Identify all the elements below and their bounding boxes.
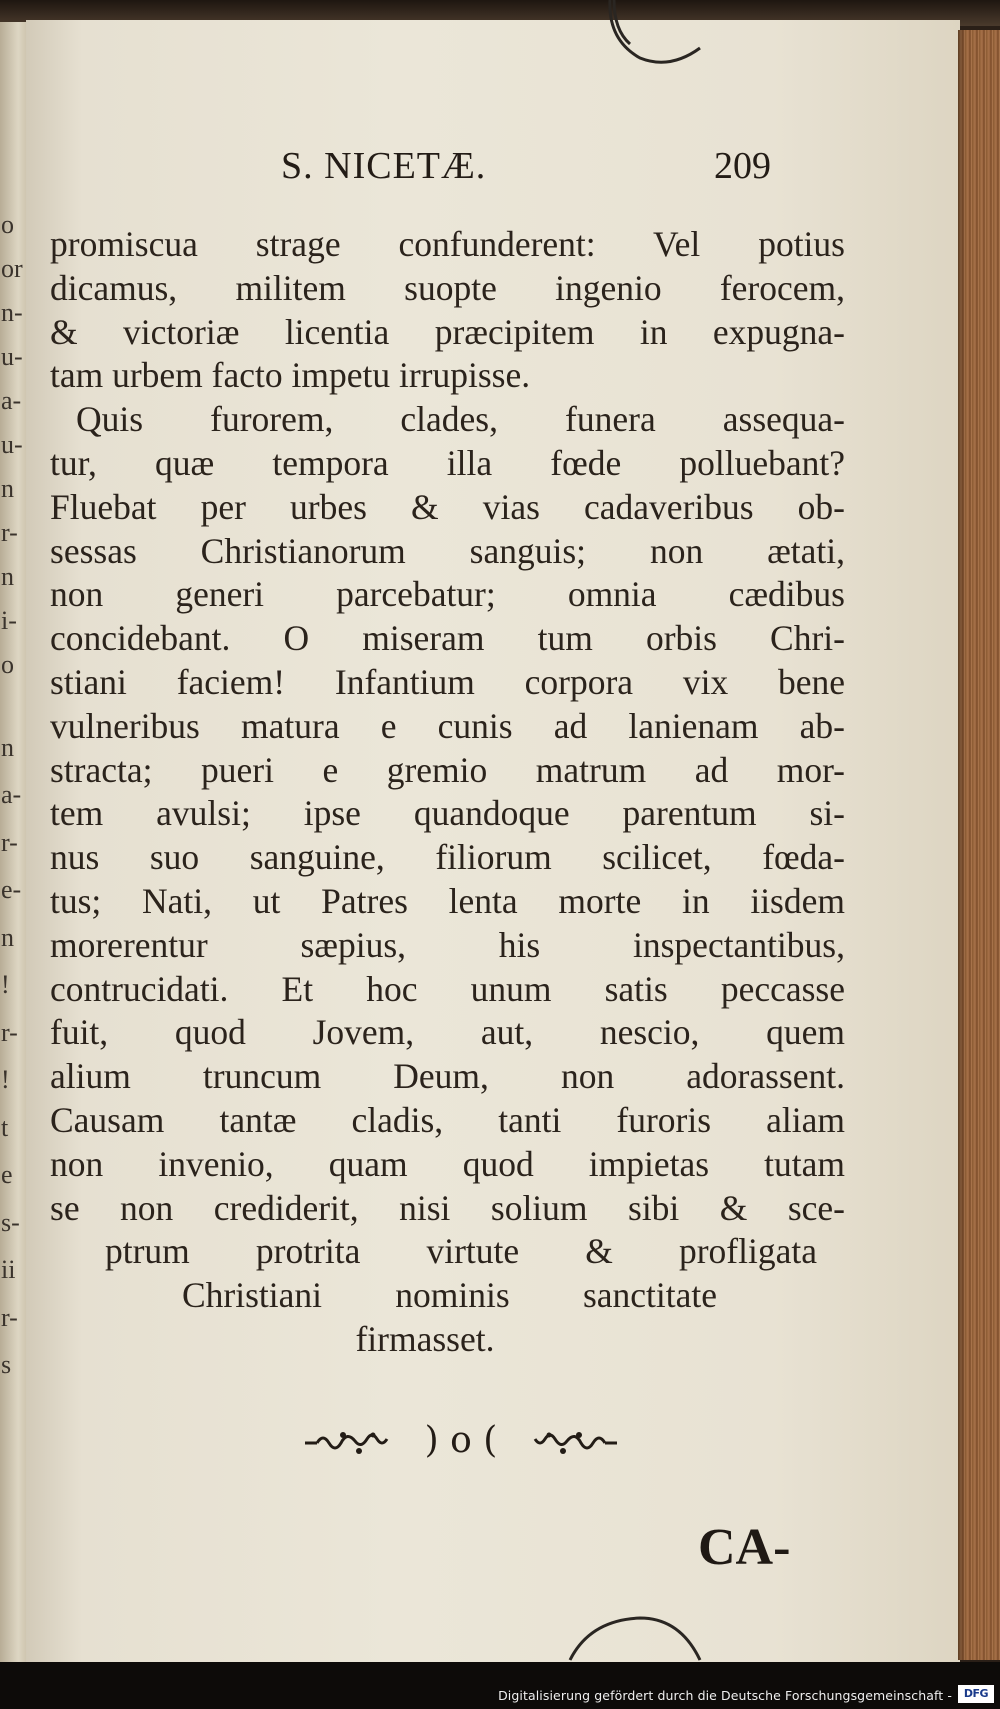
left-page-fragment: n [1,562,14,591]
left-page-fragment: i- [1,606,17,635]
body-text [50,223,845,1362]
left-page-fragment: s [1,1350,12,1380]
text-line: promiscua strage confunderent: Vel potius [50,224,845,264]
text-line: fuit, quod Jovem, aut, nescio, quem [50,1012,845,1053]
page-number: 209 [714,145,771,187]
left-page-fragment: a- [1,780,22,810]
text-line: alium truncum Deum, non adorassent. [50,1056,845,1097]
left-page-fragment: s- [1,1207,20,1237]
funding-credit: Digitalisierung gefördert durch die Deutsche Forschungsgemeinschaft - [498,1688,952,1703]
left-page-fragment: u- [1,342,23,371]
text-line: Christiani nominis sanctitate [182,1275,717,1316]
left-page-fragment: t [1,1112,9,1142]
left-page-fragment: ! [1,1065,10,1095]
left-page-fragment: o [1,210,14,239]
text-line: dicamus, militem suopte ingenio ferocem, [50,267,845,308]
top-ribbon-icon [600,0,720,70]
text-line: non generi parcebatur; omnia cædibus [50,574,845,615]
text-line: tem avulsi; ipse quandoque parentum si- [50,793,845,834]
text-line: morerentur sæpius, his inspectantibus, [50,924,845,965]
ornament-flourish-right-icon [529,1425,619,1459]
left-page-fragment: n [1,922,14,952]
text-line: concidebant. O miseram tum orbis Chri- [50,618,845,659]
running-head [26,144,960,204]
left-page-fragment: n- [1,298,23,327]
bottom-ribbon-icon [560,1610,710,1670]
left-page-fragment: e [1,1160,13,1190]
text-line: contrucidati. Et hoc unum satis peccasse [50,968,845,1009]
left-page-fragment: r- [1,1017,18,1047]
text-line: sessas Christianorum sanguis; non ætati, [50,530,845,571]
text-line: tur, quæ tempora illa fœde polluebant? [50,442,845,483]
left-page-fragment: r- [1,1302,18,1332]
text-line: stracta; pueri e gremio matrum ad mor- [50,749,845,790]
left-page-fragment: or [1,254,23,283]
text-line: tam urbem facto impetu irrupisse. [50,355,531,396]
text-line: & victoriæ licentia præcipitem in expugna- [50,311,845,352]
left-page-fragment: e- [1,875,22,905]
left-page-fragment: u- [1,430,23,459]
text-line: firmasset. [355,1318,495,1359]
left-page-fragment: a- [1,386,22,415]
text-line: Quis furorem, clades, funera assequa- [76,399,845,440]
book-page [26,20,960,1662]
ornament-center: ) o ( [424,1420,498,1461]
text-line: tus; Nati, ut Patres lenta morte in iisdem [50,880,845,921]
left-page-fragment: ! [1,970,10,1000]
text-line: nus suo sanguine, filiorum scilicet, fœda- [50,837,845,878]
text-line: ptrum protrita virtute & profligata [105,1231,817,1272]
text-line: vulneribus matura e cunis ad lanienam ab- [50,705,845,746]
running-title: S. NICETÆ. [281,145,487,187]
text-line: stiani faciem! Infantium corpora vix bene [50,661,845,702]
left-page-fragment: r- [1,518,18,547]
text-line: Causam tantæ cladis, tanti furoris aliam [50,1099,845,1140]
dfg-logo: DFG [958,1685,994,1703]
left-page-fragment: ii [1,1255,16,1285]
left-page-fragment: n [1,732,14,762]
printer-ornament [281,1415,641,1467]
adjacent-page-edge [0,22,27,1662]
text-line: Fluebat per urbes & vias cadaveribus ob- [50,486,845,527]
left-page-fragment: n [1,474,14,503]
book-fore-edge [958,30,1000,1660]
ornament-flourish-left-icon [303,1425,393,1459]
text-line: se non crediderit, nisi solium sibi & sce- [50,1187,845,1228]
text-line: non invenio, quam quod impietas tutam [50,1143,845,1184]
catchword: CA- [698,1519,791,1576]
left-page-fragment: r- [1,827,18,857]
left-page-fragment: o [1,650,14,679]
